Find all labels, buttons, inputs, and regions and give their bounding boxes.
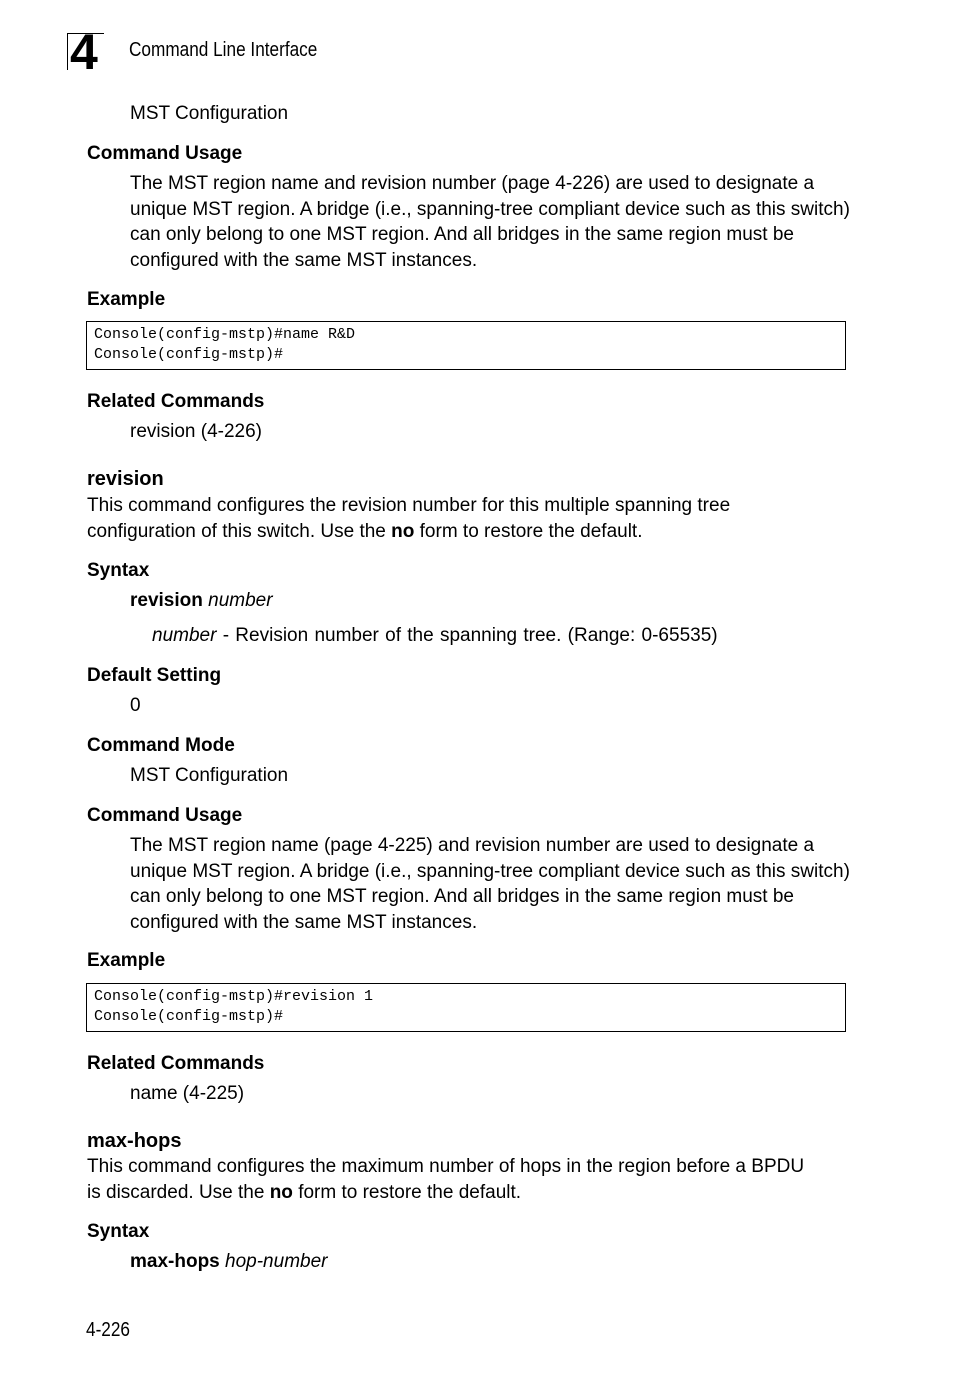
command-usage-heading: Command Usage — [87, 143, 243, 164]
command-mode-heading: Command Mode — [87, 735, 235, 756]
command-mode-value: MST Configuration — [130, 103, 289, 124]
code-line: Console(config-mstp)# — [94, 1008, 284, 1025]
description-keyword: no — [391, 520, 415, 542]
section-title-max-hops: max-hops — [87, 1130, 182, 1152]
page-number: 4-226 — [86, 1319, 130, 1341]
example-heading: Example — [87, 950, 166, 971]
default-setting-heading: Default Setting — [87, 665, 222, 686]
parameter-name: number — [152, 625, 217, 646]
default-setting-value: 0 — [130, 695, 141, 716]
command-usage-heading: Command Usage — [87, 805, 243, 826]
related-command-link[interactable]: revision (4-226) — [130, 421, 262, 442]
section-title-revision: revision — [87, 468, 164, 490]
description-keyword: no — [269, 1181, 293, 1203]
description-text: This command configures the revision number for this multiple spanning tree configuration of this switch. Use the — [87, 495, 731, 542]
example-heading: Example — [87, 289, 166, 310]
syntax-heading: Syntax — [87, 1221, 150, 1242]
parameter-text: - Revision number of the spanning tree. (Range: 0-65535) — [216, 625, 718, 646]
syntax-argument: number — [208, 590, 273, 611]
section-description — [87, 1154, 817, 1205]
description-text: form to restore the default. — [292, 1181, 522, 1203]
code-line: Console(config-mstp)#name R&D — [94, 326, 356, 343]
syntax-command: max-hops — [130, 1251, 220, 1272]
syntax-line — [130, 588, 850, 614]
example-code-block — [86, 321, 846, 370]
syntax-command: revision — [130, 590, 203, 611]
parameter-description — [152, 623, 718, 648]
chapter-number: 4 — [70, 24, 98, 80]
section-description — [87, 493, 817, 544]
running-header-title: Command Line Interface — [129, 39, 318, 61]
code-line: Console(config-mstp)#revision 1 — [94, 988, 374, 1005]
code-line: Console(config-mstp)# — [94, 346, 284, 363]
related-command-link[interactable]: name (4-225) — [130, 1083, 245, 1104]
related-commands-heading: Related Commands — [87, 391, 265, 412]
command-mode-value: MST Configuration — [130, 765, 289, 786]
description-text: form to restore the default. — [414, 520, 643, 542]
syntax-argument: hop-number — [225, 1251, 328, 1272]
related-commands-heading: Related Commands — [87, 1053, 265, 1074]
description-text: This command configures the maximum number of hops in the region before a BPDU is discarded. Use the — [87, 1156, 805, 1203]
command-usage-text: The MST region name (page 4-225) and revision number are used to designate a unique MST region. A bridge (i.e., spanning-tree compliant device such as this switch) can only belong to one MST region. And all bridges in the same region must be configured with the same MST instances. — [130, 835, 850, 933]
syntax-line — [130, 1249, 850, 1275]
syntax-heading: Syntax — [87, 560, 150, 581]
command-usage-text: The MST region name and revision number (page 4-226) are used to designate a unique MST region. A bridge (i.e., spanning-tree compliant device such as this switch) can only belong to one MST region. And all bridges in the same region must be configured with the same MST instances. — [130, 173, 850, 271]
example-code-block — [86, 983, 846, 1032]
